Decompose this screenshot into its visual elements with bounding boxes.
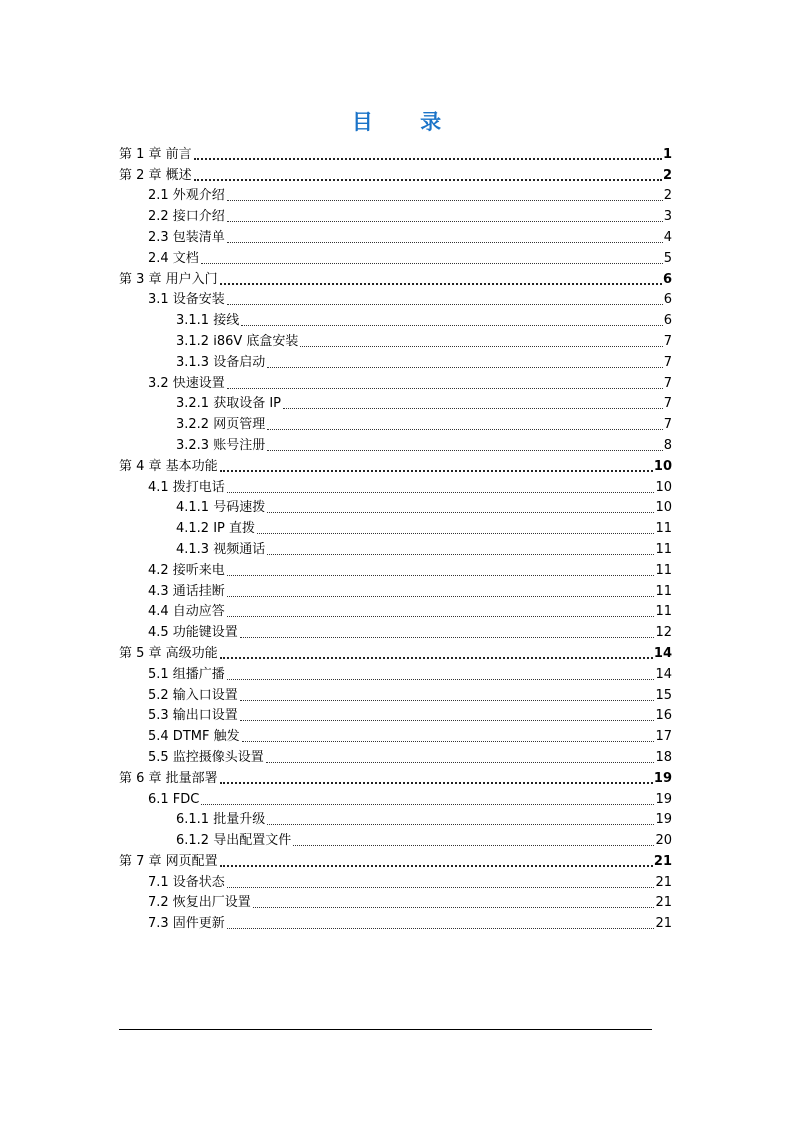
toc-entry-label: 2.4 文档 xyxy=(148,250,199,266)
toc-entry[interactable] xyxy=(119,766,672,787)
dot-leader xyxy=(267,511,654,513)
toc-entry[interactable] xyxy=(119,267,672,288)
toc-entry-label: 7.2 恢复出厂设置 xyxy=(148,895,251,911)
toc-entry-label: 4.4 自动应答 xyxy=(148,604,225,620)
toc-entry[interactable] xyxy=(119,537,672,558)
toc-entry[interactable] xyxy=(119,142,672,163)
dot-leader xyxy=(227,387,663,389)
page-title: 目 录 xyxy=(351,110,462,134)
dot-leader xyxy=(220,864,653,867)
toc-entry-page-number: 7 xyxy=(663,396,672,412)
toc-entry-label: 5.2 输入口设置 xyxy=(148,687,238,703)
toc-entry-page-number: 10 xyxy=(655,500,672,516)
dot-leader xyxy=(227,199,663,201)
toc-entry-page-number: 19 xyxy=(655,791,672,807)
toc-entry-page-number: 11 xyxy=(655,562,672,578)
toc-entry[interactable] xyxy=(119,641,672,662)
toc-entry-page-number: 1 xyxy=(662,146,672,162)
toc-entry-page-number: 16 xyxy=(655,708,672,724)
toc-entry-label: 7.1 设备状态 xyxy=(148,874,225,890)
dot-leader xyxy=(267,553,654,555)
toc-entry-page-number: 2 xyxy=(662,167,672,183)
toc-entry[interactable] xyxy=(119,516,672,537)
dot-leader xyxy=(227,220,663,222)
toc-entry[interactable] xyxy=(119,392,672,413)
toc-entry-page-number: 10 xyxy=(653,458,672,474)
toc-entry-label: 4.2 接听来电 xyxy=(148,562,225,578)
toc-entry-page-number: 14 xyxy=(653,645,672,661)
toc-entry[interactable] xyxy=(119,454,672,475)
toc-entry[interactable] xyxy=(119,246,672,267)
toc-entry-label: 第 1 章 前言 xyxy=(119,146,192,162)
toc-entry-label: 2.2 接口介绍 xyxy=(148,209,225,225)
toc-entry[interactable] xyxy=(119,433,672,454)
toc-entry-label: 第 6 章 批量部署 xyxy=(119,770,218,786)
toc-entry-page-number: 19 xyxy=(653,770,672,786)
toc-entry-page-number: 11 xyxy=(655,604,672,620)
dot-leader xyxy=(227,491,655,493)
toc-entry-label: 3.2.3 账号注册 xyxy=(176,437,266,453)
dot-leader xyxy=(227,927,655,929)
dot-leader xyxy=(220,656,653,659)
toc-entry-page-number: 3 xyxy=(663,209,672,225)
toc-entry-label: 第 2 章 概述 xyxy=(119,167,192,183)
toc-entry-label: 3.2 快速设置 xyxy=(148,375,225,391)
dot-leader xyxy=(227,678,655,680)
toc-entry-page-number: 7 xyxy=(663,354,672,370)
toc-entry[interactable] xyxy=(119,600,672,621)
toc-entry-label: 2.3 包装清单 xyxy=(148,229,225,245)
toc-entry[interactable] xyxy=(119,412,672,433)
toc-entry-label: 3.2.2 网页管理 xyxy=(176,417,266,433)
toc-entry[interactable] xyxy=(119,288,672,309)
dot-leader xyxy=(194,178,662,181)
dot-leader xyxy=(220,282,662,285)
toc-entry-label: 6.1 FDC xyxy=(148,791,200,807)
toc-entry-label: 5.3 输出口设置 xyxy=(148,708,238,724)
toc-entry-label: 6.1.1 批量升级 xyxy=(176,812,266,828)
toc-entry[interactable] xyxy=(119,371,672,392)
toc-entry-page-number: 14 xyxy=(655,666,672,682)
toc-entry-page-number: 10 xyxy=(655,479,672,495)
dot-leader xyxy=(293,844,654,846)
toc-entry-page-number: 5 xyxy=(663,250,672,266)
toc-entry[interactable] xyxy=(119,870,672,891)
toc-entry-label: 3.1.2 i86V 底盒安装 xyxy=(176,333,299,349)
toc-entry[interactable] xyxy=(119,787,672,808)
dot-leader xyxy=(240,719,655,721)
table-of-contents xyxy=(119,142,672,932)
toc-entry-label: 3.1.1 接线 xyxy=(176,313,240,329)
dot-leader xyxy=(240,699,655,701)
toc-entry-label: 5.5 监控摄像头设置 xyxy=(148,749,264,765)
toc-entry-page-number: 17 xyxy=(655,729,672,745)
toc-entry[interactable] xyxy=(119,704,672,725)
dot-leader xyxy=(227,574,655,576)
dot-leader xyxy=(201,803,654,805)
dot-leader xyxy=(227,615,655,617)
toc-entry[interactable] xyxy=(119,579,672,600)
toc-entry-label: 4.1.1 号码速拨 xyxy=(176,500,266,516)
toc-entry-page-number: 15 xyxy=(655,687,672,703)
toc-entry-label: 2.1 外观介绍 xyxy=(148,188,225,204)
toc-entry-label: 4.1.2 IP 直拨 xyxy=(176,521,256,537)
toc-entry[interactable] xyxy=(119,808,672,829)
dot-leader xyxy=(227,595,655,597)
toc-entry[interactable] xyxy=(119,184,672,205)
dot-leader xyxy=(267,823,654,825)
toc-entry-page-number: 21 xyxy=(653,853,672,869)
dot-leader xyxy=(266,761,655,763)
toc-entry-label: 第 7 章 网页配置 xyxy=(119,853,218,869)
toc-entry-label: 6.1.2 导出配置文件 xyxy=(176,833,292,849)
toc-entry[interactable] xyxy=(119,350,672,371)
footer-divider xyxy=(119,1029,652,1030)
toc-entry[interactable] xyxy=(119,662,672,683)
toc-entry-page-number: 20 xyxy=(655,833,672,849)
toc-entry-label: 4.5 功能键设置 xyxy=(148,625,238,641)
dot-leader xyxy=(220,469,653,472)
toc-entry[interactable] xyxy=(119,225,672,246)
dot-leader xyxy=(257,532,654,534)
dot-leader xyxy=(241,324,663,326)
dot-leader xyxy=(267,366,663,368)
toc-entry-label: 7.3 固件更新 xyxy=(148,916,225,932)
toc-entry[interactable] xyxy=(119,891,672,912)
toc-entry-page-number: 11 xyxy=(655,521,672,537)
dot-leader xyxy=(227,886,655,888)
toc-entry-page-number: 11 xyxy=(655,541,672,557)
toc-entry[interactable] xyxy=(119,683,672,704)
toc-entry[interactable] xyxy=(119,163,672,184)
dot-leader xyxy=(240,636,655,638)
toc-entry-page-number: 7 xyxy=(663,333,672,349)
toc-entry-label: 5.4 DTMF 触发 xyxy=(148,729,240,745)
dot-leader xyxy=(227,303,663,305)
toc-entry[interactable] xyxy=(119,308,672,329)
toc-entry[interactable] xyxy=(119,204,672,225)
dot-leader xyxy=(253,906,655,908)
dot-leader xyxy=(267,449,663,451)
dot-leader xyxy=(194,157,662,160)
toc-entry-page-number: 8 xyxy=(663,437,672,453)
toc-entry-label: 4.1.3 视频通话 xyxy=(176,541,266,557)
dot-leader xyxy=(201,262,663,264)
toc-entry-page-number: 7 xyxy=(663,417,672,433)
toc-entry-label: 3.1.3 设备启动 xyxy=(176,354,266,370)
dot-leader xyxy=(220,781,653,784)
toc-entry[interactable] xyxy=(119,849,672,870)
toc-entry[interactable] xyxy=(119,724,672,745)
toc-entry[interactable] xyxy=(119,496,672,517)
toc-entry-page-number: 21 xyxy=(655,895,672,911)
toc-entry-page-number: 12 xyxy=(655,625,672,641)
toc-entry-page-number: 2 xyxy=(663,188,672,204)
toc-entry-page-number: 21 xyxy=(655,916,672,932)
dot-leader xyxy=(300,345,662,347)
dot-leader xyxy=(242,740,655,742)
toc-entry-page-number: 4 xyxy=(663,229,672,245)
toc-entry-page-number: 6 xyxy=(662,271,672,287)
toc-entry[interactable] xyxy=(119,558,672,579)
toc-entry-label: 4.3 通话挂断 xyxy=(148,583,225,599)
toc-entry[interactable] xyxy=(119,620,672,641)
dot-leader xyxy=(267,428,663,430)
toc-entry[interactable] xyxy=(119,828,672,849)
toc-entry-label: 3.2.1 获取设备 IP xyxy=(176,396,282,412)
toc-entry-page-number: 21 xyxy=(655,874,672,890)
toc-entry-label: 第 3 章 用户入门 xyxy=(119,271,218,287)
toc-entry-page-number: 7 xyxy=(663,375,672,391)
toc-entry[interactable] xyxy=(119,745,672,766)
toc-entry-page-number: 6 xyxy=(663,313,672,329)
toc-entry-label: 5.1 组播广播 xyxy=(148,666,225,682)
toc-entry-label: 第 4 章 基本功能 xyxy=(119,458,218,474)
toc-entry-label: 3.1 设备安装 xyxy=(148,292,225,308)
toc-entry[interactable] xyxy=(119,329,672,350)
toc-entry-label: 4.1 拨打电话 xyxy=(148,479,225,495)
dot-leader xyxy=(283,407,663,409)
dot-leader xyxy=(227,241,663,243)
toc-entry-page-number: 19 xyxy=(655,812,672,828)
toc-entry-page-number: 11 xyxy=(655,583,672,599)
toc-entry[interactable] xyxy=(119,911,672,932)
toc-entry-label: 第 5 章 高级功能 xyxy=(119,645,218,661)
toc-entry-page-number: 18 xyxy=(655,749,672,765)
toc-entry-page-number: 6 xyxy=(663,292,672,308)
toc-entry[interactable] xyxy=(119,475,672,496)
